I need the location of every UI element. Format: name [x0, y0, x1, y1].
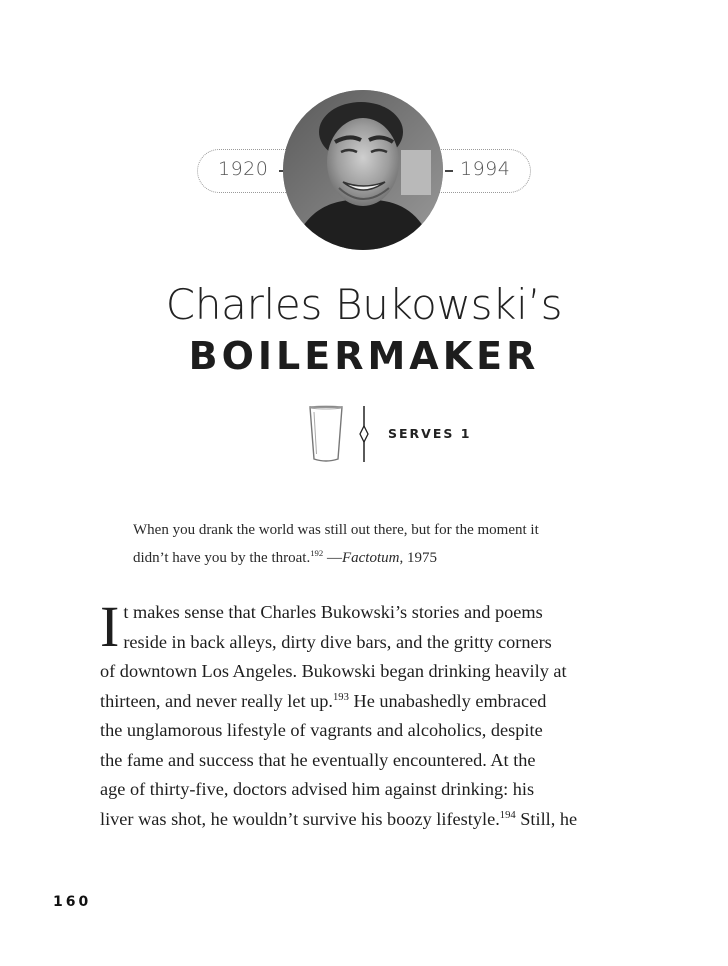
death-year-tick [445, 170, 453, 172]
body-line: reside in back alleys, dirty dive bars, and the gritty corners [123, 631, 552, 652]
footnote-marker: 193 [333, 691, 349, 703]
death-year: 1994 [460, 158, 511, 180]
title-drink: BOILERMAKER [188, 334, 540, 378]
body-paragraph [100, 594, 630, 834]
body-text: thirteen, and never really let up. [100, 690, 333, 711]
serves-label: SERVES 1 [388, 426, 472, 441]
body-line [100, 805, 630, 835]
birth-year: 1920 [218, 158, 269, 180]
body-line: the unglamorous lifestyle of vagrants and alcoholics, despite [100, 720, 543, 740]
body-text: He unabashedly embraced [348, 690, 547, 711]
footnote-marker: 192 [310, 548, 324, 558]
body-line: of downtown Los Angeles. Bukowski began drinking heavily at [100, 661, 567, 681]
pint-glass-icon [308, 404, 344, 464]
epigraph-line: When you drank the world was still out there, but for the moment it [133, 522, 539, 538]
portrait-photo [283, 90, 443, 250]
footnote-marker: 194 [499, 809, 516, 821]
epigraph-text: didn’t have you by the throat. [133, 550, 311, 566]
epigraph-source-title: Factotum [341, 550, 400, 566]
body-text: liver was shot, he wouldn’t survive his boozy lifestyle. [100, 808, 500, 829]
title-author: Charles Bukowski’s [165, 280, 563, 329]
page-number: 160 [53, 894, 92, 910]
body-line: t makes sense that Charles Bukowski’s stories and poems [123, 602, 543, 622]
epigraph-source-year: , 1975 [399, 550, 437, 566]
body-line: the fame and success that he eventually encountered. At the [100, 749, 536, 770]
epigraph [133, 516, 613, 572]
epigraph-line [133, 544, 613, 572]
body-line [100, 687, 630, 717]
body-line: age of thirty-five, doctors advised him against drinking: his [100, 779, 535, 799]
ornament-divider-icon [356, 404, 372, 464]
body-text: Still, he [515, 808, 578, 829]
epigraph-dash: — [323, 550, 342, 566]
drop-cap: I [100, 594, 120, 659]
author-portrait [283, 90, 443, 250]
